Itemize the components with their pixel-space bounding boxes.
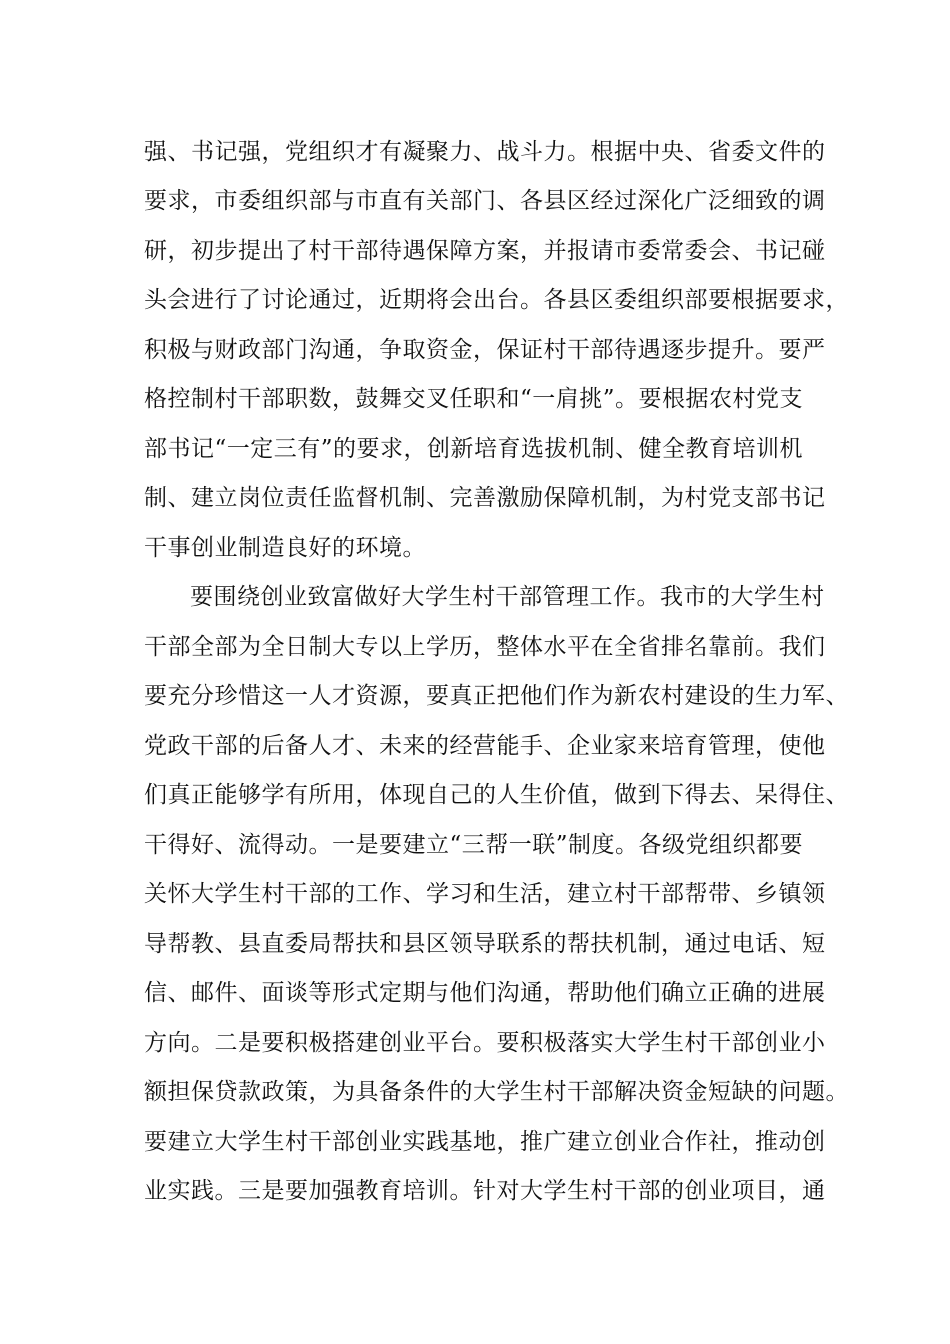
text-line: 制、建立岗位责任监督机制、完善激励保障机制，为村党支部书记 [144, 485, 826, 511]
text-line: 积极与财政部门沟通，争取资金，保证村干部待遇逐步提升。要严 [144, 337, 826, 363]
text-line: 格控制村干部职数，鼓舞交叉任职和“一肩挑”。要根据农村党支 [144, 386, 804, 412]
text-line: 头会进行了讨论通过，近期将会出台。各县区委组织部要根据要求， [144, 287, 849, 313]
text-line: 干得好、流得动。一是要建立“三帮一联”制度。各级党组织都要 [144, 832, 804, 858]
paragraph-first-line: 要围绕创业致富做好大学生村干部管理工作。我市的大学生村 [190, 584, 825, 610]
text-line: 要充分珍惜这一人才资源，要真正把他们作为新农村建设的生力军、 [144, 683, 849, 709]
text-line: 强、书记强，党组织才有凝聚力、战斗力。根据中央、省委文件的 [144, 139, 826, 165]
text-line: 干部全部为全日制大专以上学历，整体水平在全省排名靠前。我们 [144, 634, 826, 660]
text-line: 要建立大学生村干部创业实践基地，推广建立创业合作社，推动创 [144, 1129, 826, 1155]
text-line: 方向。二是要积极搭建创业平台。要积极落实大学生村干部创业小 [144, 1030, 826, 1056]
text-line: 研，初步提出了村干部待遇保障方案，并报请市委常委会、书记碰 [144, 238, 826, 264]
text-line: 们真正能够学有所用，体现自己的人生价值，做到下得去、呆得住、 [144, 782, 849, 808]
text-line: 导帮教、县直委局帮扶和县区领导联系的帮扶机制，通过电话、短 [144, 931, 826, 957]
text-line: 关怀大学生村干部的工作、学习和生活，建立村干部帮带、乡镇领 [144, 881, 826, 907]
text-line: 要求，市委组织部与市直有关部门、各县区经过深化广泛细致的调 [144, 188, 826, 214]
text-line: 干事创业制造良好的环境。 [144, 535, 426, 561]
text-line: 额担保贷款政策，为具备条件的大学生村干部解决资金短缺的问题。 [144, 1079, 849, 1105]
text-line: 业实践。三是要加强教育培训。针对大学生村干部的创业项目，通 [144, 1178, 826, 1204]
text-line: 党政干部的后备人才、未来的经营能手、企业家来培育管理，使他 [144, 733, 826, 759]
text-line: 信、邮件、面谈等形式定期与他们沟通，帮助他们确立正确的进展 [144, 980, 826, 1006]
text-line: 部书记“一定三有”的要求，创新培育选拔机制、健全教育培训机 [144, 436, 804, 462]
